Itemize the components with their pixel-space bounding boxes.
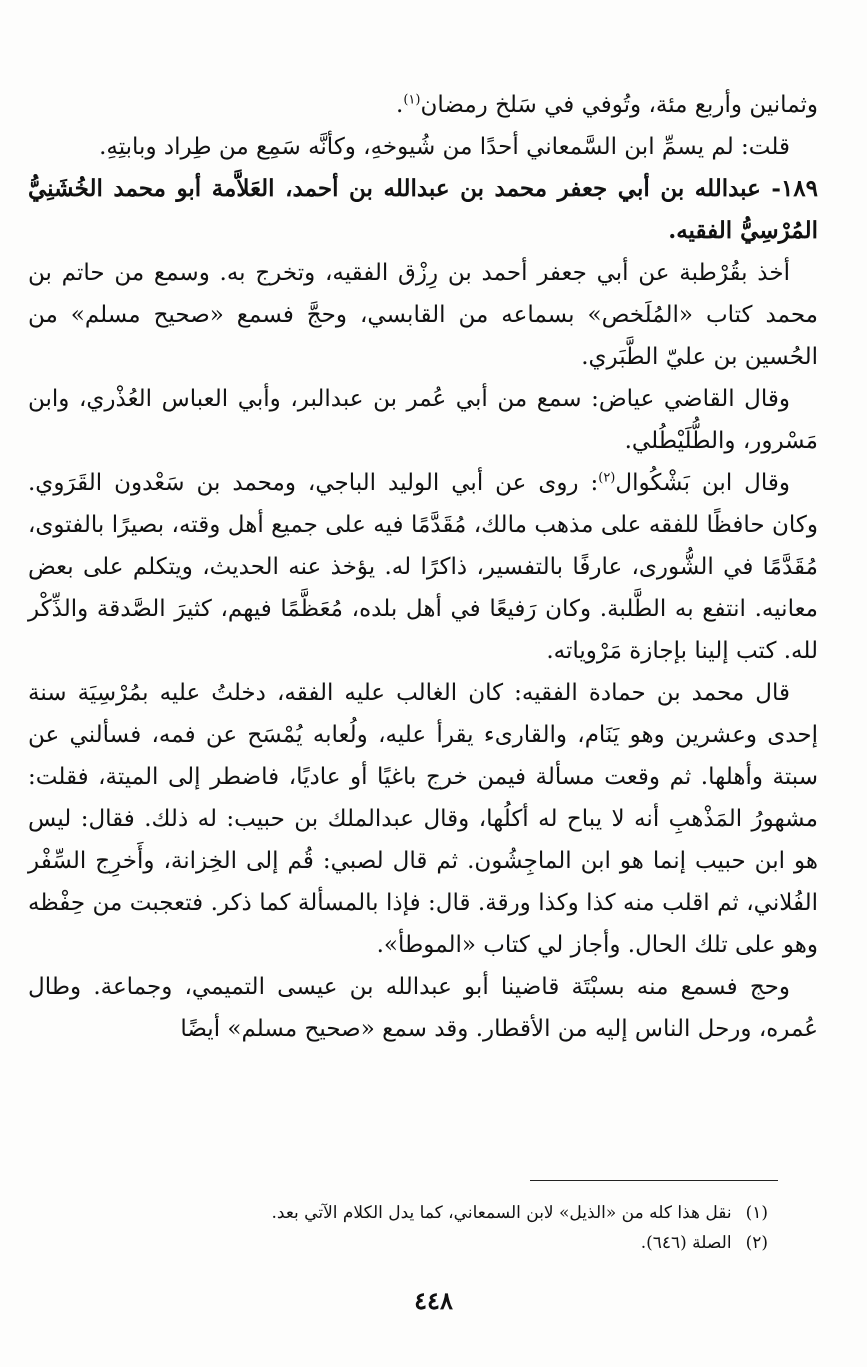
footnote-1-text: نقل هذا كله من «الذيل» لابن السمعاني، كما يدل الكلام الآتي بعد. — [271, 1203, 732, 1223]
paragraph-continuation: وثمانين وأربع مئة، وتُوفي في سَلخ رمضان$^{(١)}$. — [396, 92, 818, 118]
paragraph-comment: قلت: لم يسمِّ ابن السَّمعاني أحدًا من شُيوخهِ، وكأنَّه سَمِع من طِراد وبابتِهِ. — [99, 134, 790, 160]
paragraph-iyad: وقال القاضي عياض: سمع من أبي عُمر بن عبدالبر، وأبي العباس العُذْري، وابن مَسْرور، والطُّلَيْطُلي. — [28, 386, 818, 454]
footnote-2-text: الصلة (٦٤٦). — [640, 1233, 732, 1253]
footnote-1 — [120, 1198, 768, 1228]
footnote-2-number: (٢) — [745, 1233, 768, 1253]
page-number: ٤٤٨ — [414, 1286, 453, 1315]
paragraph-pilgrimage: وحج فسمع منه بسبْتَة قاضينا أبو عبدالله بن عيسى التميمي، وجماعة. وطال عُمره، ورحل الناس إليه من الأقطار. وقد سمع «صحيح مسلم» أيضًا — [28, 974, 818, 1042]
footnotes — [120, 1198, 768, 1258]
paragraph-teachers: أخذ بقُرْطبة عن أبي جعفر أحمد بن رِزْق الفقيه، وتخرج به. وسمع من حاتم بن محمد كتاب «المُلَخص» بسماعه من القابسي، وحجَّ فسمع «صحيح مسلم» من الحُسين بن عليّ الطَّبَري. — [28, 260, 818, 370]
main-text — [28, 84, 818, 1050]
paragraph-hamada: قال محمد بن حمادة الفقيه: كان الغالب عليه الفقه، دخلتُ عليه بمُرْسِيَة سنة إحدى وعشرين وهو يَنَام، والقارىء يقرأ عليه، ولُعابه يُمْسَح عن فمه، فسألني عن سبتة وأهلها. ثم وقعت مسألة فيمن خرج باغيًا أو عاديًا، فاضطر إلى الميتة، فقلت: مشهورُ المَذْهبِ أنه لا يباح له أكلُها، وقال عبدالملك بن حبيب: له ذلك. فقال: ليس هو ابن حبيب إنما هو ابن الماجِشُون. ثم قال لصبي: قُم إلى الخِزانة، وأَخرِج السِّفْر الفُلاني، ثم اقلب منه كذا وكذا ورقة. قال: فإذا بالمسألة كما ذكر. فتعجبت من حِفْظه وهو على تلك الحال. وأجاز لي كتاب «الموطأ». — [28, 680, 818, 958]
footnote-divider — [530, 1180, 778, 1181]
paragraph-bashkuwal: وقال ابن بَشْكُوال$^{(٢)}$: روى عن أبي الوليد الباجي، ومحمد بن سَعْدون القَرَوي. وكان حافظًا للفقه على مذهب مالك، مُقَدَّمًا فيه على جميع أهل وقته، بصيرًا بالفتوى، مُقَدَّمًا في الشُّورى، عارفًا بالتفسير، ذاكرًا له. يؤخذ عنه الحديث، ويتكلم على بعض معانيه. انتفع به الطَّلبة. وكان رَفيعًا في أهل بلده، مُعَظَّمًا فيهم، كثيرَ الصَّدقة والذِّكْر لله. كتب إلينا بإجازة مَرْوياته. — [28, 470, 818, 664]
footnote-ref-2[interactable]: (٢) — [598, 470, 616, 486]
entry-heading-189: ١٨٩- عبدالله بن أبي جعفر محمد بن عبدالله بن أحمد، العَلاَّمة أبو محمد الخُشَنِيُّ المُرْسِيُّ الفقيه. — [28, 175, 818, 244]
footnote-2 — [120, 1228, 768, 1258]
footnote-ref-1[interactable]: (١) — [403, 92, 421, 108]
footnote-1-number: (١) — [745, 1203, 768, 1223]
